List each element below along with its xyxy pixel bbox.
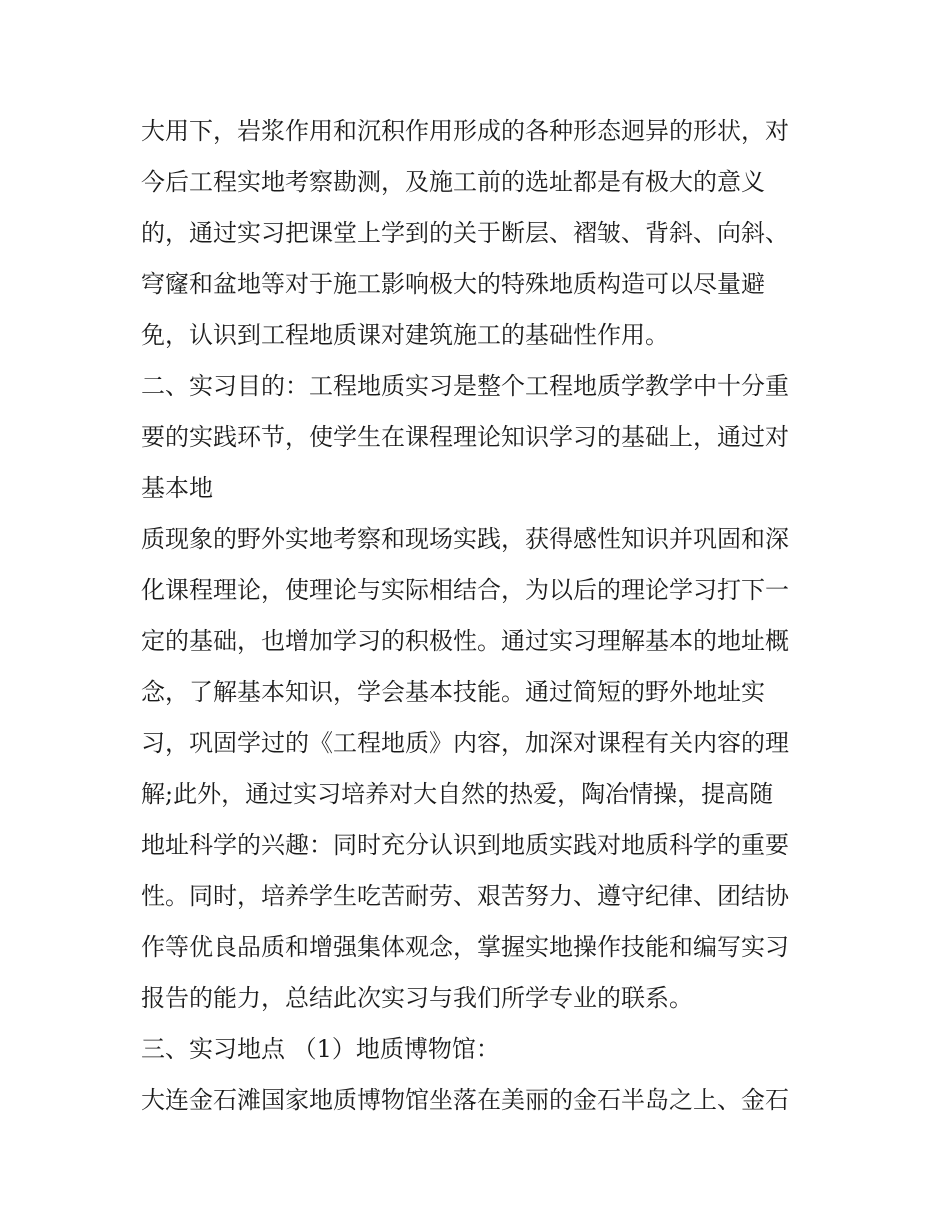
text-line: 基本地 [141,474,213,502]
text-line: 性。同时，培养学生吃苦耐劳、艰苦努力、遵守纪律、团结协 [141,882,789,910]
text-line: 化课程理论，使理论与实际相结合，为以后的理论学习打下一 [141,576,789,604]
text-line: 要的实践环节，使学生在课程理论知识学习的基础上，通过对 [141,423,789,451]
text-line: 定的基础，也增加学习的积极性。通过实习理解基本的地址概 [141,627,789,655]
text-line: 质现象的野外实地考察和现场实践，获得感性知识并巩固和深 [141,525,789,553]
text-line: 地址科学的兴趣：同时充分认识到地质实践对地质科学的重要 [141,831,789,859]
text-line: 大用下，岩浆作用和沉积作用形成的各种形态迥异的形状，对 [141,117,789,145]
text-line: 免，认识到工程地质课对建筑施工的基础性作用。 [141,321,669,349]
section-heading-purpose: 二、实习目的：工程地质实习是整个工程地质学教学中十分重 [141,372,789,400]
text-line: 习，巩固学过的《工程地质》内容，加深对课程有关内容的理 [141,729,789,757]
text-line: 穹窿和盆地等对于施工影响极大的特殊地质构造可以尽量避 [141,270,765,298]
text-line: 作等优良品质和增强集体观念，掌握实地操作技能和编写实习 [141,933,789,961]
text-line: 大连金石滩国家地质博物馆坐落在美丽的金石半岛之上、金石 [141,1086,789,1114]
text-line: 解;此外，通过实习培养对大自然的热爱，陶冶情操，提高随 [141,780,774,808]
text-line: 的，通过实习把课堂上学到的关于断层、褶皱、背斜、向斜、 [141,219,789,247]
text-line: 今后工程实地考察勘测，及施工前的选址都是有极大的意义 [141,168,765,196]
document-body [141,111,813,1131]
text-line: 念，了解基本知识，学会基本技能。通过简短的野外地址实 [141,678,765,706]
text-line: 报告的能力，总结此次实习与我们所学专业的联系。 [141,984,693,1012]
section-heading-location: 三、实习地点 （1）地质博物馆： [141,1035,500,1063]
